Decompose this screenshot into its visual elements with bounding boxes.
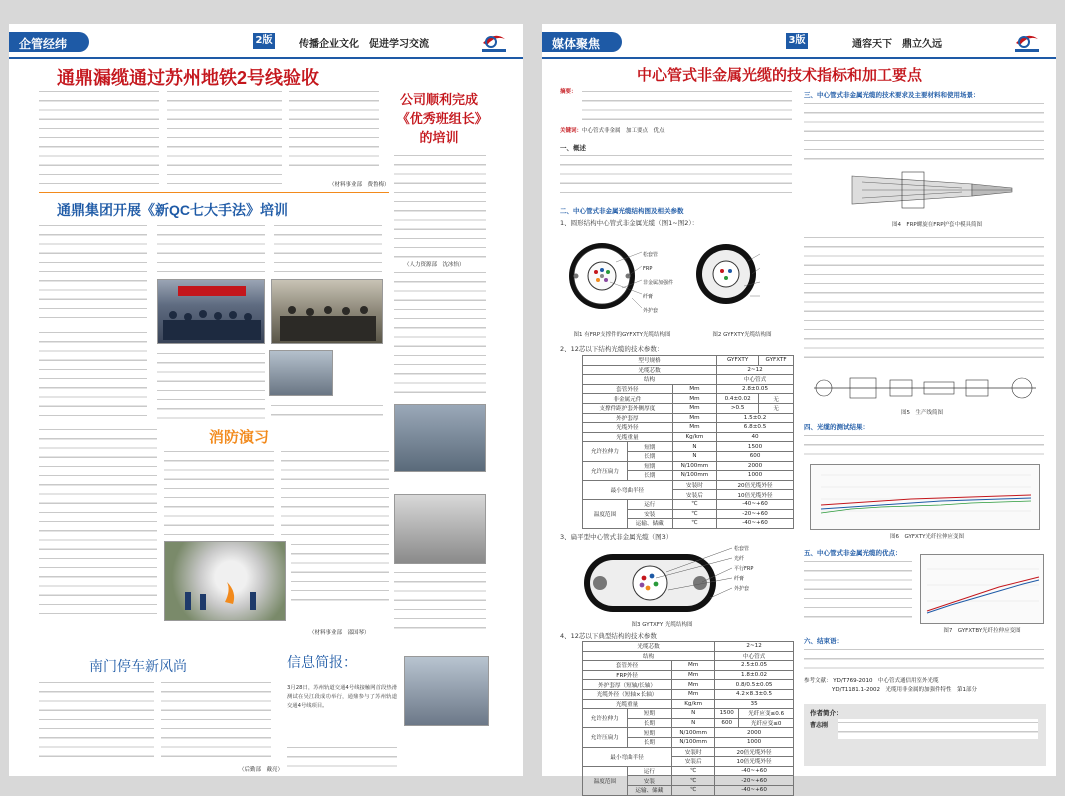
metro-col2 — [167, 88, 282, 188]
t2-cell: 光纤应变≤0.6 — [739, 709, 794, 719]
abstract-label: 摘要： — [560, 89, 577, 95]
table-row — [583, 680, 794, 690]
t1-cell: Mm — [672, 394, 716, 404]
qc-photo-3 — [269, 350, 333, 396]
tests-body — [804, 432, 1044, 460]
figure-4 — [842, 162, 1022, 218]
qc-photo-2 — [271, 279, 383, 344]
t1-cell: Mm — [672, 423, 716, 433]
t1-cell: ℃ — [672, 519, 716, 529]
t2-cell: 短期 — [627, 728, 672, 738]
fig2-caption: 图2 GYFXTY光缆结构图 — [712, 332, 772, 338]
t1-cell: 支撑件距护套外侧厚度 — [583, 403, 673, 413]
t2-cell: 光缆芯数 — [583, 642, 715, 652]
t2-cell: 运行 — [627, 766, 672, 776]
t1-cell: 2~12 — [717, 365, 794, 375]
table-row — [583, 747, 794, 757]
t2-cell: 2~12 — [715, 642, 794, 652]
overview-body — [560, 152, 792, 198]
t1-cell: 600 — [717, 451, 794, 461]
t1-cell: Kg/km — [672, 432, 716, 442]
fig1-label: 松套管 — [643, 252, 659, 258]
divider — [39, 192, 389, 193]
t2-cell: 35 — [715, 699, 794, 709]
fig3-labels — [734, 544, 753, 594]
page-slogan: 传播企业文化 促进学习交流 — [299, 39, 429, 50]
t1-cell: 允许压扁力 — [583, 461, 628, 480]
table-row — [583, 709, 794, 719]
materials-body — [804, 234, 1044, 362]
refs-label: 参考文献： — [804, 678, 832, 684]
heading-table2: 4、12芯以下典型结构的技术参数 — [560, 632, 657, 640]
t1-cell: Mm — [672, 384, 716, 394]
t1-header: GYFXTY — [717, 356, 759, 366]
t1-cell: 短期 — [627, 442, 672, 452]
t1-cell: 1.5±0.2 — [717, 413, 794, 423]
heading-advantages: 五、中心管式非金属光缆的优点： — [804, 549, 902, 557]
t2-cell: -40~+60 — [715, 785, 794, 795]
t1-cell: 套管外径 — [583, 384, 673, 394]
references — [804, 677, 977, 695]
heading-overview: 一、概述 — [560, 144, 586, 152]
t1-cell: 10倍光缆外径 — [717, 490, 794, 500]
t2-cell: N/100mm — [672, 737, 715, 747]
t1-cell: Mm — [672, 403, 716, 413]
header-rule — [542, 57, 1056, 59]
squad-col2 — [394, 269, 486, 399]
t1-cell: Mm — [672, 413, 716, 423]
fig5-caption: 图5 生产线简图 — [901, 410, 943, 416]
t1-cell: 40 — [717, 432, 794, 442]
t1-cell: 光缆外径 — [583, 423, 673, 433]
header-rule — [9, 57, 523, 59]
fire-col3 — [281, 448, 389, 536]
t2-cell: N — [672, 709, 715, 719]
headline-qc: 通鼎集团开展《新QC七大手法》培训 — [57, 202, 288, 218]
t1-cell: 0.4±0.02 — [717, 394, 759, 404]
t1-cell: 2.8±0.05 — [717, 384, 794, 394]
t2-cell: 短期 — [627, 709, 672, 719]
t1-cell: 外护套厚 — [583, 413, 673, 423]
keywords — [560, 126, 665, 134]
news-body: 3月28日，苏州轨道交通4号线接触网首段热滑测试在吴江段成功举行，通鼎参与了苏州轨道交通4号线项目。 — [287, 685, 397, 710]
t2-cell: 安装 — [627, 776, 672, 786]
t2-cell: 最小弯曲半径 — [583, 747, 672, 766]
t1-cell: N — [672, 451, 716, 461]
metro-col3 — [289, 88, 379, 168]
news-body-cont — [287, 744, 397, 770]
table-row — [583, 661, 794, 671]
t2-cell: 结构 — [583, 651, 715, 661]
t1-cell: 无 — [759, 394, 794, 404]
t2-cell: ℃ — [672, 785, 715, 795]
t1-cell: 长期 — [627, 451, 672, 461]
t2-cell: 2.5±0.05 — [715, 661, 794, 671]
figure-6 — [810, 464, 1040, 530]
spec-table-1 — [582, 355, 794, 529]
t1-cell: -40~+60 — [717, 499, 794, 509]
table-row — [583, 670, 794, 680]
t2-cell: 光缆重量 — [583, 699, 672, 709]
t1-cell: 光缆重量 — [583, 432, 673, 442]
t2-cell: Mm — [672, 670, 715, 680]
t1-cell: N — [672, 442, 716, 452]
t1-cell: ℃ — [672, 499, 716, 509]
fig3-caption: 图3 GYTXFY 光缆结构图 — [631, 622, 693, 628]
parking-col1 — [39, 679, 154, 764]
headline-squad: 公司顺利完成《优秀班组长》的培训 — [396, 92, 482, 145]
t2-cell: Mm — [672, 661, 715, 671]
heading-table1: 2、12芯以下结构光缆的技术参数： — [560, 345, 664, 353]
t1-cell: 最小弯曲半径 — [583, 480, 673, 499]
t2-cell: 1500 — [715, 709, 739, 719]
page-slogan: 通容天下 鼎立久远 — [852, 39, 942, 50]
heading-tests: 四、光缆的测试结果： — [804, 423, 869, 431]
metro-col1 — [39, 88, 159, 188]
t2-cell: N — [672, 718, 715, 728]
fig1-label: 纤膏 — [643, 294, 654, 300]
qc-col2b — [157, 350, 265, 420]
fig1-label: FRP — [643, 266, 653, 272]
headline-metro: 通鼎漏缆通过苏州地铁2号线验收 — [57, 68, 320, 88]
table-row — [583, 651, 794, 661]
t1-cell: 结构 — [583, 375, 717, 385]
section-tag: 媒体聚焦 — [542, 32, 622, 52]
squad-photo — [394, 404, 486, 472]
figure-1 — [566, 232, 676, 324]
author-box — [804, 704, 1046, 766]
t2-cell: N/100mm — [672, 728, 715, 738]
fig6-caption: 图6 GYFXTY光纤拉伸应变图 — [890, 534, 964, 540]
qc-col3b — [271, 402, 383, 420]
fig1-labels — [643, 248, 673, 318]
fire-col4 — [394, 569, 486, 629]
news-title-text: 信息简报： — [287, 655, 357, 671]
figure-5 — [810, 370, 1040, 406]
t2-cell: ℃ — [672, 766, 715, 776]
t2-cell: 安装时 — [672, 747, 715, 757]
figure-2 — [692, 236, 792, 316]
page-number: 2版 — [253, 33, 275, 49]
fire-photo-1 — [164, 541, 286, 621]
news-title — [287, 652, 392, 674]
company-logo — [479, 31, 509, 53]
right-header — [542, 24, 1056, 58]
headline-fire: 消防演习 — [209, 429, 270, 446]
author-bio — [838, 719, 1038, 739]
t1-cell: -20~+60 — [717, 509, 794, 519]
t2-cell: 1.8±0.02 — [715, 670, 794, 680]
t2-cell: 0.8/0.5±0.05 — [715, 680, 794, 690]
t2-cell: 20倍光缆外径 — [715, 747, 794, 757]
fig1-label: 外护套 — [643, 308, 659, 314]
article-title: 中心管式非金属光缆的技术指标和加工要点 — [637, 67, 923, 84]
ref-item: YD/T769-2010 中心管式通信用室外光缆 — [833, 678, 939, 684]
ref-item: YD/T1181.1-2002 光缆用非金属的加强件特性 第1部分 — [832, 687, 978, 693]
author-label: 作者简介： — [810, 709, 843, 717]
t2-cell: 光纤应变≤0 — [739, 718, 794, 728]
qc-col3 — [274, 222, 382, 274]
squad-byline: （人力资源部 沈冰怡） — [404, 262, 465, 268]
qc-col2 — [157, 222, 265, 274]
t2-cell: ℃ — [672, 776, 715, 786]
heading-structure: 二、中心管式非金属光缆结构图及相关参数 — [560, 207, 684, 215]
t1-cell: N/100mm — [672, 461, 716, 471]
fire-col3b — [291, 541, 389, 601]
t1-cell: 安装时 — [672, 480, 716, 490]
author-name: 曹志刚 — [810, 722, 829, 729]
heading-requirements: 三、中心管式非金属光缆的技术要求及主要材料和使用场景： — [804, 91, 980, 99]
t1-cell: 运行 — [627, 499, 672, 509]
fig1-caption: 图1 有FRP支撑件的GYFXTY光缆结构图 — [573, 332, 671, 338]
t1-cell: -40~+60 — [717, 519, 794, 529]
fig3-label: 松套管 — [734, 546, 750, 552]
t2-cell: -20~+60 — [715, 776, 794, 786]
t2-cell: 中心管式 — [715, 651, 794, 661]
heading-flat: 3、扁平型中心管式非金属光缆（图3） — [560, 533, 673, 541]
t1-cell: N/100mm — [672, 471, 716, 481]
t2-cell: 10倍光缆外径 — [715, 757, 794, 767]
fig3-label: 平行FRP — [734, 566, 754, 572]
t1-cell: 温度范围 — [583, 499, 628, 528]
t2-cell: 600 — [715, 718, 739, 728]
t2-cell: 温度范围 — [583, 766, 628, 795]
t1-cell: 20倍光缆外径 — [717, 480, 794, 490]
fig4-caption: 图4 FRP螺旋在FRP护套中模具简图 — [891, 222, 983, 228]
fig3-label: 光纤 — [734, 556, 745, 562]
t2-cell: 光缆外径（短轴×长轴） — [583, 689, 672, 699]
t2-cell: 长期 — [627, 718, 672, 728]
t2-cell: 4.2×8.3±0.5 — [715, 689, 794, 699]
t2-cell: Mm — [672, 689, 715, 699]
fire-col2 — [164, 448, 274, 536]
left-page — [9, 24, 523, 776]
t2-cell: Mm — [672, 680, 715, 690]
t1-cell: 允许拉伸力 — [583, 442, 628, 461]
figure-7 — [920, 554, 1044, 624]
figure-3 — [582, 542, 782, 620]
table-row — [583, 689, 794, 699]
table-row — [583, 766, 794, 776]
headline-parking: 南门停车新风尚 — [89, 659, 187, 675]
t1-cell: 1500 — [717, 442, 794, 452]
t2-cell: 2000 — [715, 728, 794, 738]
qc-col1b — [39, 329, 147, 419]
qc-photo-1 — [157, 279, 265, 344]
fig3-label: 纤膏 — [734, 576, 745, 582]
fire-col1 — [39, 426, 157, 621]
t1-cell: 6.8±0.5 — [717, 423, 794, 433]
t2-cell: 外护套厚（短轴/长轴） — [583, 680, 672, 690]
news-photo — [404, 656, 489, 726]
table-row — [583, 699, 794, 709]
t1-cell: 无 — [759, 403, 794, 413]
t2-cell: 1000 — [715, 737, 794, 747]
t2-cell: FRP外径 — [583, 670, 672, 680]
requirements-body — [804, 100, 1044, 160]
t1-cell: 1000 — [717, 471, 794, 481]
qc-col1 — [39, 222, 147, 322]
t1-cell: 安装后 — [672, 490, 716, 500]
spec-table-2 — [582, 641, 794, 796]
page-number: 3版 — [786, 33, 808, 49]
t2-cell: 运输、储藏 — [627, 785, 672, 795]
t2-cell: 长期 — [627, 737, 672, 747]
right-page — [542, 24, 1056, 795]
table-row — [583, 642, 794, 652]
abstract-body — [582, 88, 792, 124]
t1-cell: 安装 — [627, 509, 672, 519]
company-logo — [1012, 31, 1042, 53]
t1-cell: ℃ — [672, 509, 716, 519]
section-tag: 企管经纬 — [9, 32, 89, 52]
t2-cell: Kg/km — [672, 699, 715, 709]
conclusion-body — [804, 646, 1044, 674]
t1-cell: 光缆芯数 — [583, 365, 717, 375]
t2-cell: -40~+60 — [715, 766, 794, 776]
fire-photo-2 — [394, 494, 486, 564]
fig3-label: 外护套 — [734, 586, 750, 592]
t1-cell: 中心管式 — [717, 375, 794, 385]
t1-cell: 2000 — [717, 461, 794, 471]
t1-cell: 运输、储藏 — [627, 519, 672, 529]
heading-conclusion: 六、结束语： — [804, 637, 843, 645]
t1-cell: 长期 — [627, 471, 672, 481]
fig7-caption: 图7 GYFXTBY光纤拉伸应变图 — [943, 628, 1021, 634]
t1-header: GYFXTF — [759, 356, 794, 366]
parking-byline: （后勤部 戴亮） — [239, 767, 284, 773]
t1-header: 型号规格 — [583, 356, 717, 366]
heading-round: 1、圆形结构中心管式非金属光缆（图1~图2）： — [560, 219, 699, 227]
t1-cell: 非金属元件 — [583, 394, 673, 404]
advantages-body — [804, 558, 912, 622]
table-row — [583, 728, 794, 738]
keywords-value: 中心管式非金属 加工要点 优点 — [582, 128, 665, 134]
t2-cell: 套管外径 — [583, 661, 672, 671]
t2-cell: 允许压扁力 — [583, 728, 628, 747]
fire-byline: （材料事业部 邵国琴） — [309, 630, 370, 636]
t1-cell: 短期 — [627, 461, 672, 471]
parking-col2 — [161, 679, 271, 764]
t1-cell: >0.5 — [717, 403, 759, 413]
keywords-label: 关键词： — [560, 128, 583, 134]
left-header — [9, 24, 523, 58]
squad-body — [394, 152, 486, 260]
fig1-label: 非金属加强件 — [643, 280, 674, 286]
metro-byline: （材料事业部 费鲁梅） — [329, 182, 390, 188]
t2-cell: 允许拉伸力 — [583, 709, 628, 728]
t2-cell: 安装后 — [672, 757, 715, 767]
